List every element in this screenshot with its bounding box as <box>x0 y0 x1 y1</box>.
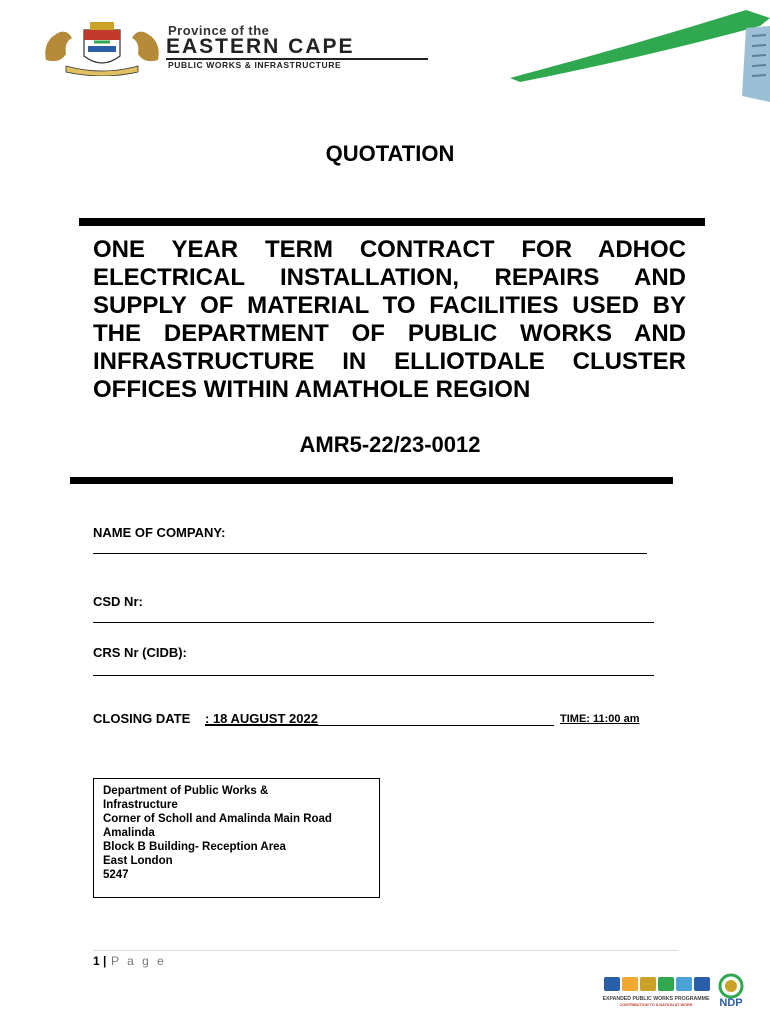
crs-number-field[interactable] <box>93 675 654 676</box>
reference-number: AMR5-22/23-0012 <box>299 432 481 457</box>
closing-time-value: TIME: 11:00 am <box>560 713 640 725</box>
address-line: Amalinda <box>103 827 155 839</box>
epwp-title: EXPANDED PUBLIC WORKS PROGRAMME <box>602 996 710 1002</box>
province-line-1: Province of the <box>168 23 270 38</box>
province-name: EASTERN CAPE <box>166 35 355 58</box>
contract-title: ONE YEAR TERM CONTRACT FOR ADHOC ELECTRICAL INSTALLATION, REPAIRS AND SUPPLY OF MATERIAL TO FACILITIES USED BY THE DEPARTMENT OF PUBLIC WORKS AND INFRASTRUCTURE IN ELLIOTDALE CLUSTER OFFICES WITHIN AMATHOLE REGION <box>93 236 686 403</box>
ndp-label: NDP <box>719 997 743 1009</box>
bottom-divider <box>70 477 673 484</box>
address-line: Corner of Scholl and Amalinda Main Road <box>103 813 332 825</box>
crs-number-label: CRS Nr (CIDB): <box>93 645 187 660</box>
address-line: Block B Building- Reception Area <box>103 841 286 853</box>
page-number: 1 | <box>93 954 107 968</box>
epwp-logo <box>600 975 712 1009</box>
coat-of-arms-logo <box>38 20 166 76</box>
closing-date-underline <box>205 725 554 726</box>
delivery-address-box <box>93 778 380 898</box>
page-label: P a g e <box>111 954 167 968</box>
footer-divider <box>93 950 678 951</box>
closing-date-value: : 18 AUGUST 2022 <box>205 711 318 726</box>
address-line: Infrastructure <box>103 799 178 811</box>
department-name: PUBLIC WORKS & INFRASTRUCTURE <box>168 60 342 70</box>
epwp-subtitle: CONTRIBUTION TO A NATION AT WORK <box>619 1003 693 1007</box>
company-name-field[interactable] <box>93 553 647 554</box>
address-line: Department of Public Works & <box>103 785 269 797</box>
address-line: East London <box>103 855 173 867</box>
company-name-label: NAME OF COMPANY: <box>93 525 226 540</box>
csd-number-field[interactable] <box>93 622 654 623</box>
ndp-logo <box>712 972 750 1010</box>
top-divider <box>79 218 705 226</box>
closing-date-label: CLOSING DATE <box>93 711 191 726</box>
document-title: QUOTATION <box>325 141 455 166</box>
address-line: 5247 <box>103 869 129 881</box>
csd-number-label: CSD Nr: <box>93 594 143 609</box>
header-banner-graphic <box>510 6 770 106</box>
